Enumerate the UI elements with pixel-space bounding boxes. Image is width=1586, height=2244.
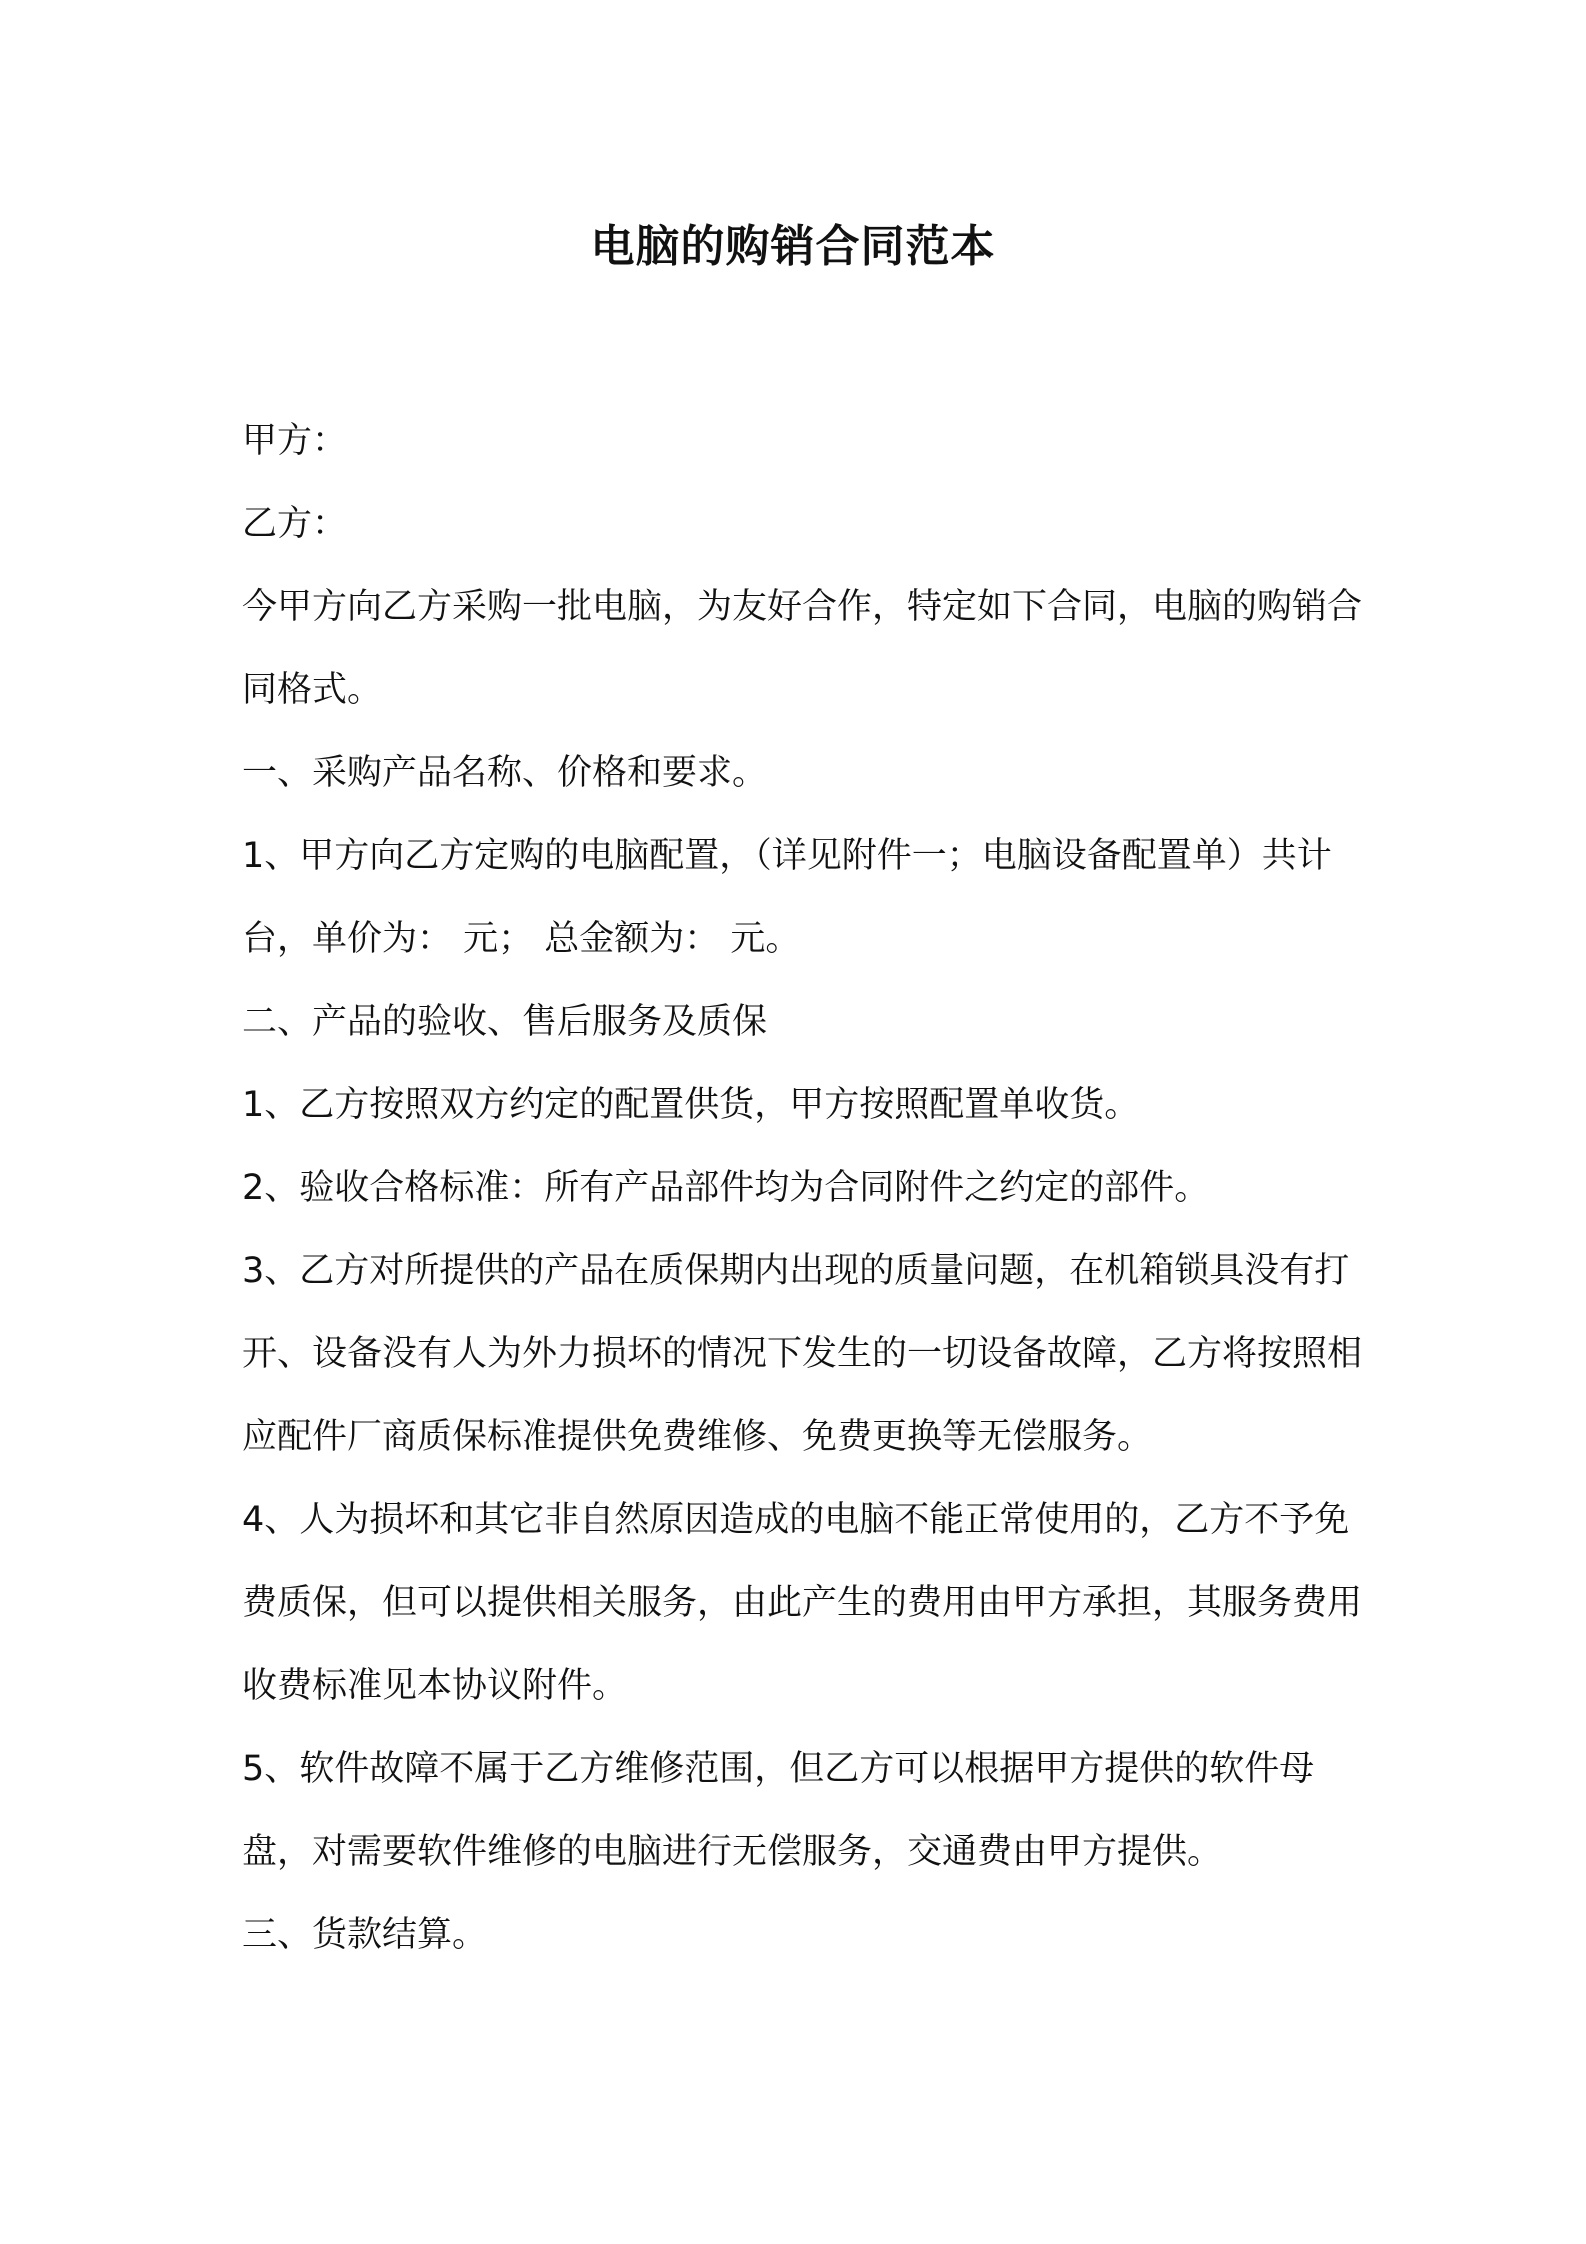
party-b-line: 乙方：: [242, 504, 348, 544]
section-heading-1: 一、采购产品名称、价格和要求。: [242, 753, 768, 793]
intro-paragraph: 今甲方向乙方采购一批电脑，为友好合作，特定如下合同，电脑的购销合同格式。: [242, 587, 1363, 710]
clause-1-1: 1、甲方向乙方定购的电脑配置，（详见附件一；电脑设备配置单）共计 台，单价为： 元； 总金额为： 元。: [242, 836, 1332, 959]
party-a-line: 甲方：: [242, 421, 348, 461]
document-body: [242, 400, 1362, 1977]
clause-2-2: 2、验收合格标准：所有产品部件均为合同附件之约定的部件。: [242, 1168, 1210, 1208]
clause-2-4: 4、人为损坏和其它非自然原因造成的电脑不能正常使用的，乙方不予免费质保，但可以提供相关服务，由此产生的费用由甲方承担，其服务费用收费标准见本协议附件。: [242, 1500, 1363, 1706]
clause-2-5: 5、软件故障不属于乙方维修范围，但乙方可以根据甲方提供的软件母盘，对需要软件维修的电脑进行无偿服务，交通费由甲方提供。: [242, 1749, 1315, 1872]
section-heading-2: 二、产品的验收、售后服务及质保: [242, 1002, 768, 1042]
section-heading-3: 三、货款结算。: [242, 1915, 488, 1955]
clause-2-3: 3、乙方对所提供的产品在质保期内出现的质量问题，在机箱锁具没有打开、设备没有人为外力损坏的情况下发生的一切设备故障，乙方将按照相应配件厂商质保标准提供免费维修、免费更换等无偿服务。: [242, 1251, 1363, 1457]
clause-2-1: 1、乙方按照双方约定的配置供货，甲方按照配置单收货。: [242, 1085, 1140, 1125]
document-title: 电脑的购销合同范本: [590, 221, 996, 272]
